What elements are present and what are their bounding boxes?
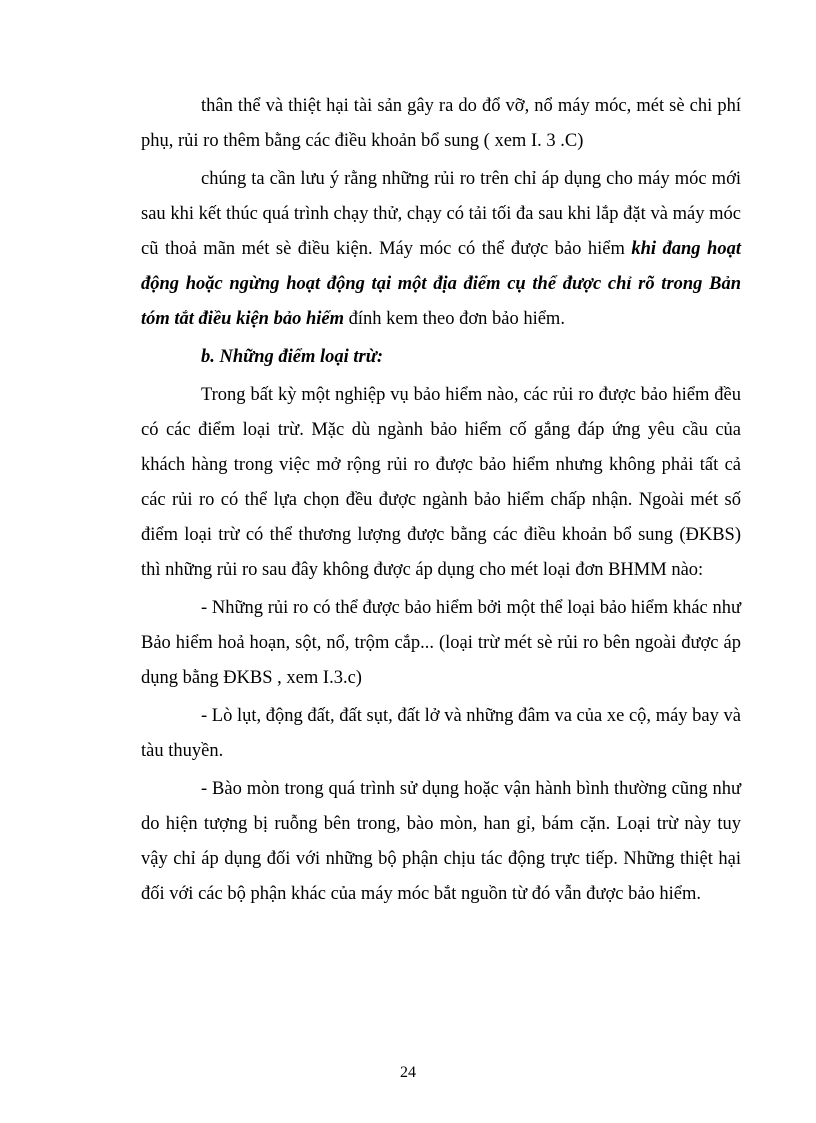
- bullet-paragraph-1: - Những rủi ro có thể được bảo hiểm bởi một thể loại bảo hiểm khác như Bảo hiểm hoả hoạn, sột, nổ, trộm cắp... (loại trừ mét sè rủi ro bên ngoài được áp dụng bằng ĐKBS , xem I.3.c): [141, 598, 741, 688]
- paragraph-2-emphasis: khi đang hoạt động hoặc ngừng hoạt động tại một địa điểm cụ thể được chỉ rõ trong Bản tóm tắt điều kiện bảo hiểm: [141, 239, 741, 329]
- section-heading: b. Những điểm loại trừ:: [201, 347, 384, 367]
- bullet-paragraph-2: - Lò lụt, động đất, đất sụt, đất lở và những đâm va của xe cộ, máy bay và tàu thuyền.: [141, 706, 741, 761]
- page-number: 24: [400, 1064, 416, 1081]
- paragraph-2-tail: đính kem theo đơn bảo hiểm.: [344, 309, 565, 329]
- paragraph-1: thân thể và thiệt hại tài sản gây ra do đổ vỡ, nổ máy móc, mét sè chi phí phụ, rủi ro thêm bằng các điều khoản bổ sung ( xem I. 3 .C): [141, 96, 741, 151]
- bullet-paragraph-3: - Bào mòn trong quá trình sử dụng hoặc vận hành bình thường cũng như do hiện tượng bị ruỗng bên trong, bào mòn, han gỉ, bám cặn. Loại trừ này tuy vậy chỉ áp dụng đối với những bộ phận chịu tác động trực tiếp. Những thiệt hại đối với các bộ phận khác của máy móc bắt nguồn từ đó vẫn được bảo hiểm.: [141, 779, 741, 904]
- paragraph-2: [141, 162, 741, 337]
- page-body: [141, 89, 741, 915]
- paragraph-3: Trong bất kỳ một nghiệp vụ bảo hiểm nào, các rủi ro được bảo hiểm đều có các điểm loại trừ. Mặc dù ngành bảo hiểm cố gắng đáp ứng yêu cầu của khách hàng trong việc mở rộng rủi ro được bảo hiểm nhưng không phải tất cả các rủi ro có thể lựa chọn đều được ngành bảo hiểm chấp nhận. Ngoài mét số điểm loại trừ có thể thương lượng được bằng các điều khoản bổ sung (ĐKBS) thì những rủi ro sau đây không được áp dụng cho mét loại đơn BHMM nào:: [141, 385, 741, 580]
- paragraph-2-text: chúng ta cần lưu ý rằng những rủi ro trên chỉ áp dụng cho máy móc mới sau khi kết thúc quá trình chạy thử, chạy có tải tối đa sau khi lắp đặt và máy móc cũ thoả mãn mét sè điều kiện. Máy móc có thể được bảo hiểm: [141, 169, 741, 259]
